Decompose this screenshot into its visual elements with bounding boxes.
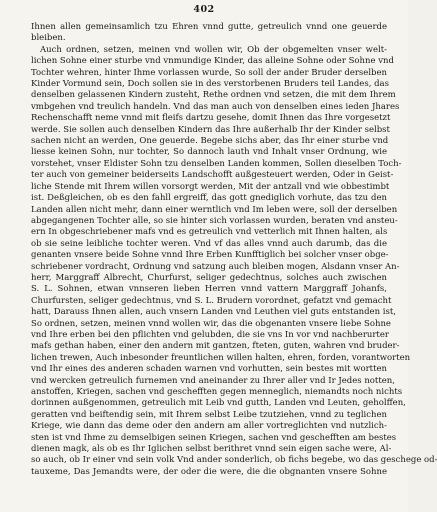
text-line: abgegangenen Tochter alle, so sie hinter sich vorlassen wurden, beraten vnd ansteu-: [31, 215, 398, 226]
text-line: so auch, ob Ir einer vnd sein volk Vnd ander sonderlich, ob fichs begebe, wo das geschege od-: [31, 455, 437, 466]
text-line: vnd wercken getreulich furnemen vnd aneinander zu Ihrer aller vnd Ir Jedes notten,: [31, 375, 395, 386]
text-line: herr, Marggraff Albrecht, Churfurst, seliger gedechtnus, solches auch zwischen: [31, 272, 387, 283]
text-line: ist. Deßgleichen, ob es den fahll ergreiff, das gott gnediglich vorhute, das tzu den: [31, 193, 387, 204]
text-line: anstoffen, Kriegen, sachen vnd geschefften gegen menneglich, niemandts noch nichts: [31, 387, 403, 397]
text-line: geratten vnd beiftendig sein, mit Ihrem selbst Leibe tzutziehen, vnnd zu teglichen: [31, 409, 387, 420]
text-line: ter auch von gemeiner beiderseits Landschofft außgesteuert werden, Oder in Geist-: [31, 170, 394, 181]
text-line: ern In obgeschriebener mafs vnd es getreulich vnd vetterlich mit Ihnen halten, als: [31, 227, 388, 238]
text-line: vnd Ihre erben bei den pflichten vnd gelubden, die sie vns In vor vnd nachberurter: [31, 329, 389, 340]
text-line: sachen nicht an werden, One geuerde. Begebe sichs aber, das Ihr einer sturbe vnd: [31, 136, 389, 147]
text-line: mafs gethan haben, einer den andern mit gantzen, fteten, guten, wahren vnd bruder-: [31, 341, 400, 352]
text-line: werde. Sie sollen auch denselben Kindern das Ihre außerhalb Ihr der Kinder selbst: [31, 124, 390, 135]
text-line: Tochter wehren, hinter Ihme vorlassen wurde, So soll der ander Bruder derselben: [31, 67, 387, 78]
text-line: hatt, Darauss Ihnen allen, auch vnsern Landen vnd Leuthen viel guts entstanden ist,: [31, 307, 396, 318]
text-line: dorinnen außgenommen, getreulich mit Leib vnd gutth, Landen vnd Leuten, geholffen,: [31, 398, 406, 409]
text-line: denselben gelassenen Kindern zusteht, Rethe ordnen vnd setzen, die mit dem Ihrem: [31, 90, 396, 101]
text-line: Rechenschafft neme vnnd mit fleifs dartzu gesehe, domit Ihnen das Ihre vorgesetzt: [31, 113, 391, 124]
text-line: ob sie seine leibliche tochter weren. Vnd vf das alles vnnd auch darumb, das die: [31, 238, 387, 249]
body-text: [31, 22, 437, 478]
text-line: vmbgehen vnd treulich handeln. Vnd das man auch von denselben eines ieden Jhares: [31, 101, 400, 112]
text-line: Landen allen nicht mehr, dann einer werntlich vnd Im leben were, soll der derselben: [31, 204, 398, 215]
text-line: Ihnen allen gemeinsamlich tzu Ehren vnnd gutte, getreulich vnnd one geuerde: [31, 22, 387, 32]
text-line: vnd Ihr eines des anderen schaden warnen vnd vorhutten, sein bestes mit wortten: [31, 364, 387, 375]
text-line: lichen Sohne einer sturbe vnd vnmundige Kinder, das alleine Sohne oder Sohne vnd: [31, 56, 394, 67]
text-line: genanten vnsere beide Sohne vnnd Ihre Erben Kunfftiglich bei solcher vnser obge-: [31, 250, 389, 261]
text-line: Churfursten, seliger gedechtnus, vnd S. L. Brudern vorordnet, gefatzt vnd gemacht: [31, 295, 392, 306]
text-line: bleiben.: [31, 33, 66, 44]
text-line: schriebener vordracht, Ordnung vnd satzung auch bleiben mogen, Alsdann vnser An-: [31, 261, 400, 272]
text-line: liche Stende mit Ihrem willen vorsorgt werden, Mit der antzall vnd wie obbestimbt: [31, 181, 390, 192]
text-line: dienen magk, als ob es Ihr Iglichen selbst berithret vnnd sein eigen sache were, Al-: [31, 444, 392, 455]
text-line: Kriege, wie dann das deme oder den andern am aller vortreglichten vnd nutzlich-: [31, 421, 387, 432]
text-line: lichen trewen, Auch inbesonder freuntlichen willen halten, ehren, forden, vorantworten: [31, 352, 411, 363]
text-line: S. L. Sohnen, etwan vnnseren lieben Herren vnnd vattern Marggraff Johanfs,: [31, 284, 387, 295]
text-line: So ordnen, setzen, meinen vnnd wollen wir, das die obgenanten vnsere liebe Sohne: [31, 318, 391, 329]
text-line: sten ist vnd Ihme zu demselbigen seinen Kriegen, sachen vnd geschefften am bestes: [31, 432, 397, 443]
page-number: 402: [193, 4, 215, 15]
text-line: Auch ordnen, setzen, meinen vnd wollen wir, Ob der obgemelten vnser welt-: [40, 44, 387, 55]
text-line: Kinder Vormund sein, Doch sollen sie in des verstorbenen Bruders teil Landes, das: [31, 79, 389, 90]
text-line: vorstehet, vnser Eldister Sohn tzu denselben Landen kommen, Sollen dieselben Toch-: [31, 158, 402, 169]
text-line: tauxeme, Das Jemandts were, der oder die were, die die obgnanten vnsere Sohne: [31, 466, 387, 477]
text-line: liesse keinen Sohn, nur tochter, So dannoch lauth vnd Inhalt vnser Ordnung, wie: [31, 147, 387, 158]
